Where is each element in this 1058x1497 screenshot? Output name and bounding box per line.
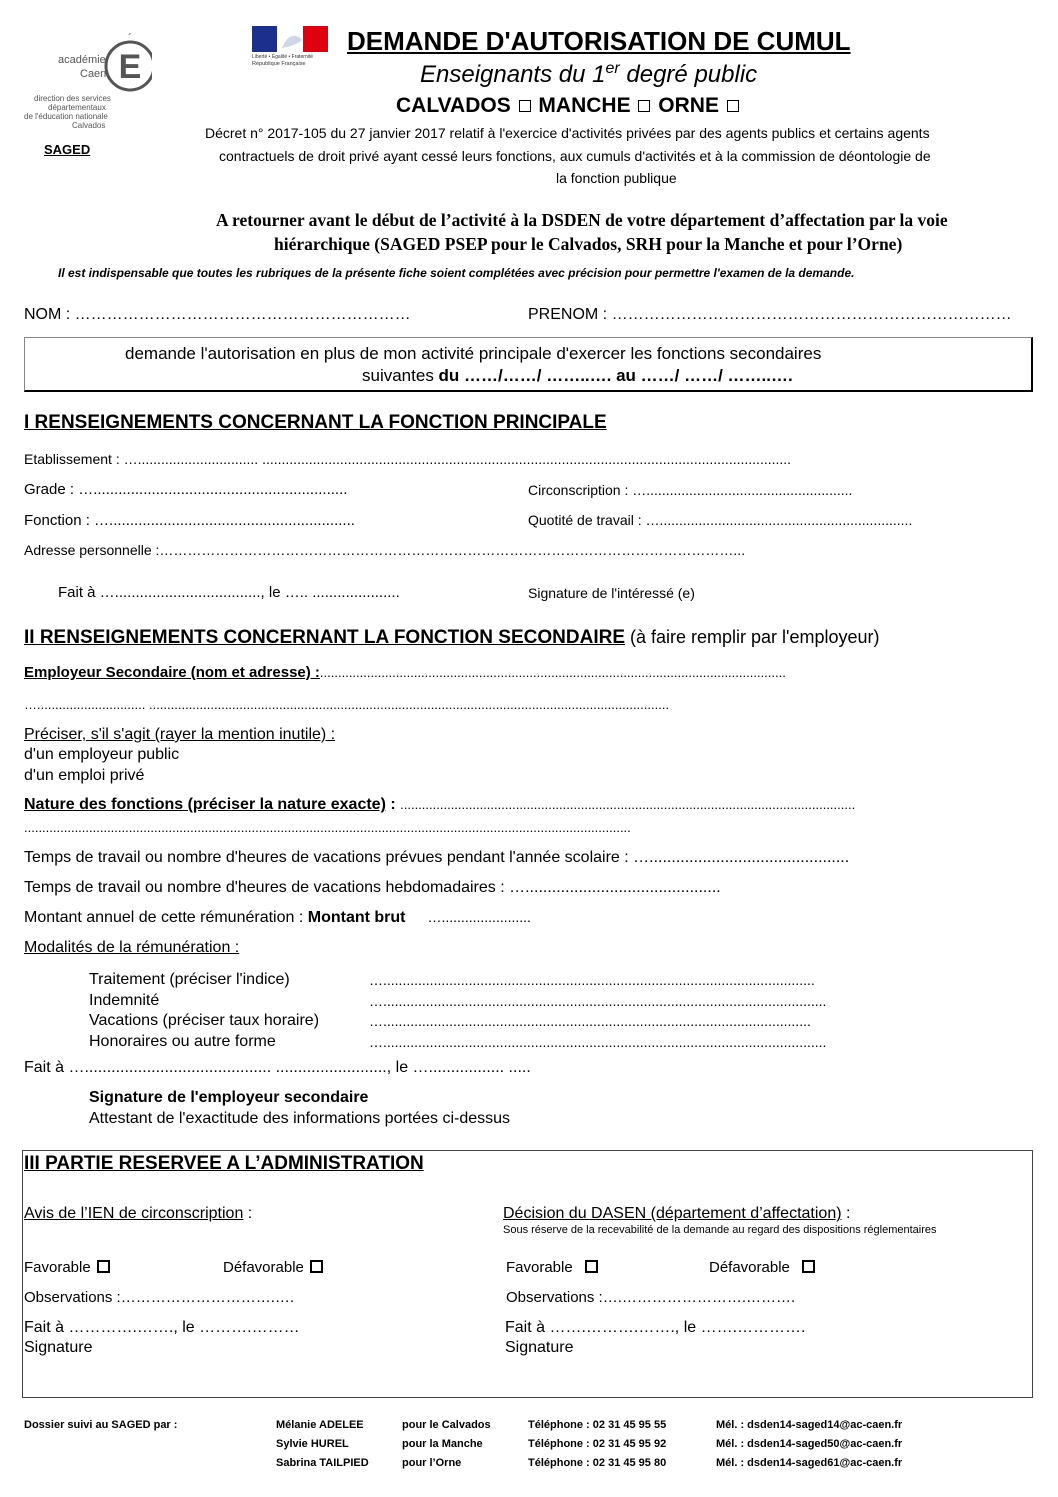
ien-label: Avis de l’IEN de circonscription — [24, 1205, 244, 1222]
employeur-signature-sub: Attestant de l'exactitude des informations portées ci-dessus — [89, 1110, 511, 1127]
dasen-colon: : — [841, 1205, 851, 1222]
request-dates: du ……/……/ ……..…. au ……/ ……/ ……..…. — [438, 366, 793, 385]
grade-field[interactable]: Grade : …............................................................. — [24, 481, 348, 498]
subtitle-text-end: degré public — [619, 61, 758, 88]
dept-calvados: CALVADOS — [396, 94, 511, 117]
dasen-favorable[interactable] — [506, 1259, 598, 1276]
subtitle-sup: er — [605, 60, 620, 77]
dasen-observations[interactable]: Observations :….…………………….………. — [506, 1289, 796, 1306]
section2-title-wrap — [24, 627, 880, 649]
montant-dots: …....................... — [427, 909, 531, 925]
ien-colon: : — [243, 1205, 253, 1222]
prenom-dots: ………………………………………………………………… — [611, 306, 1012, 323]
prenom-label: PRENOM : — [528, 306, 612, 323]
modalite-traitement-dots[interactable]: …............................................................................................................... — [369, 972, 815, 988]
page-title: DEMANDE D'AUTORISATION DE CUMUL — [347, 26, 851, 56]
ien-observations[interactable]: Observations :………………………….…. — [24, 1289, 295, 1306]
fonction-field[interactable]: Fonction : …........................................................... — [24, 512, 355, 529]
ien-favorable[interactable] — [24, 1259, 110, 1276]
page-subtitle — [420, 60, 757, 89]
ien-defavorable-label: Défavorable — [223, 1259, 304, 1276]
academie-logo — [22, 28, 162, 138]
etablissement-field[interactable]: Etablissement : …............................... ........................................................................................................................................ — [24, 451, 792, 467]
section1-fait-a[interactable]: Fait à …..................................., le ….. ..................... — [58, 584, 400, 601]
section1-title: I RENSEIGNEMENTS CONCERNANT LA FONCTION PRINCIPALE — [24, 412, 607, 433]
marianne-logo — [252, 26, 330, 70]
modalite-honoraires-dots[interactable]: ….................................................................................................................. — [369, 1034, 827, 1050]
section2-title-note: (à faire remplir par l'employeur) — [625, 627, 880, 647]
ien-defavorable[interactable] — [223, 1259, 323, 1276]
modalite-indemnite-label: Indemnité — [89, 992, 160, 1009]
circonscription-field[interactable]: Circonscription : …..................................................... — [528, 482, 853, 498]
footer-contact-mail[interactable]: Mél. : dsden14-saged14@ac-caen.fr — [716, 1419, 903, 1431]
request-line-2[interactable] — [362, 366, 793, 386]
modalite-vacations-label: Vacations (préciser taux horaire) — [89, 1012, 320, 1029]
dept-calvados-checkbox[interactable] — [519, 100, 531, 112]
dasen-fait-a[interactable]: Fait à …….……….……., le …….…………. — [505, 1319, 806, 1336]
footer-label: Dossier suivi au SAGED par : — [24, 1419, 178, 1431]
marianne-republique: République Française — [252, 61, 306, 67]
footer-contact-tel: Téléphone : 02 31 45 95 55 — [528, 1419, 667, 1431]
preciser-label: Préciser, s'il s'agit (rayer la mention inutile) : — [24, 726, 336, 743]
option-employeur-public[interactable]: d'un employeur public — [24, 746, 180, 763]
svg-text:´: ´ — [128, 31, 132, 45]
nom-dots: ……………………………………………………… — [74, 306, 411, 323]
dasen-label: Décision du DASEN (département d’affectation) — [503, 1205, 842, 1222]
modalite-honoraires-label: Honoraires ou autre forme — [89, 1033, 276, 1050]
nature-label: Nature des fonctions (préciser la nature exacte) — [24, 796, 386, 813]
svg-text:E: E — [118, 48, 142, 86]
dasen-defavorable-checkbox[interactable] — [802, 1260, 815, 1273]
temps-hebdo-field[interactable]: Temps de travail ou nombre d'heures de vacations hebdomadaires : …............................................ — [24, 879, 721, 896]
ien-favorable-checkbox[interactable] — [97, 1260, 110, 1273]
dsden-line-4: Calvados — [72, 121, 106, 130]
footer-contact-tel: Téléphone : 02 31 45 95 80 — [528, 1457, 667, 1469]
dasen-defavorable-label: Défavorable — [709, 1259, 790, 1276]
section2-title: II RENSEIGNEMENTS CONCERNANT LA FONCTION SECONDAIRE — [24, 627, 625, 648]
academie-name: académie — [58, 54, 106, 66]
employeur-field[interactable] — [24, 664, 786, 681]
nature-colon: : — [385, 796, 401, 813]
dasen-defavorable[interactable] — [709, 1259, 815, 1276]
saged-label: SAGED — [44, 142, 91, 157]
dsden-line-3: de l'éducation nationale — [24, 112, 108, 121]
employeur-signature-title: Signature de l'employeur secondaire — [89, 1089, 369, 1106]
adresse-field[interactable]: Adresse personnelle :……………………………………………………………………………………………………………... — [24, 542, 746, 558]
dept-manche-checkbox[interactable] — [638, 100, 650, 112]
section2-fait-a[interactable]: Fait à ….......................................... ........................., le …................. ..... — [24, 1059, 531, 1076]
return-instruction-2: hiérarchique (SAGED PSEP pour le Calvados, SRH pour la Manche et pour l’Orne) — [274, 234, 903, 254]
dept-orne-checkbox[interactable] — [727, 100, 739, 112]
warning-text: Il est indispensable que toutes les rubriques de la présente fiche soient complétées avec précision pour permettre l'examen de la demande. — [58, 266, 855, 280]
footer-contact-name: Sabrina TAILPIED — [276, 1457, 369, 1469]
prenom-field[interactable] — [528, 306, 1012, 324]
return-instruction-1: A retourner avant le début de l’activité à la DSDEN de votre département d’affectation par la voie — [216, 210, 948, 230]
department-choices — [396, 94, 741, 118]
option-emploi-prive[interactable]: d'un emploi privé — [24, 767, 145, 784]
nature-dots: .............................................................................................................................. — [400, 797, 856, 812]
footer-contact-dept: pour la Manche — [402, 1438, 483, 1450]
dasen-signature: Signature — [505, 1339, 574, 1356]
montant-field[interactable] — [24, 909, 531, 927]
footer-contact-name: Sylvie HUREL — [276, 1438, 349, 1450]
employeur-label: Employeur Secondaire (nom et adresse) : — [24, 664, 320, 681]
request-line-1: demande l'autorisation en plus de mon activité principale d'exercer les fonctions secondaires — [125, 344, 822, 363]
decree-line-1: Décret n° 2017-105 du 27 janvier 2017 relatif à l'exercice d'activités privées par des agents publics et certains agents — [205, 125, 930, 141]
ien-signature: Signature — [24, 1339, 93, 1356]
section1-signature: Signature de l'intéressé (e) — [528, 585, 695, 601]
dept-manche: MANCHE — [538, 94, 631, 117]
dasen-favorable-checkbox[interactable] — [585, 1260, 598, 1273]
nom-label: NOM : — [24, 306, 75, 323]
montant-brut: Montant brut — [307, 909, 406, 926]
nom-field[interactable] — [24, 306, 411, 324]
footer-contact-dept: pour le Calvados — [402, 1419, 491, 1431]
montant-label: Montant annuel de cette rémunération : — [24, 909, 308, 926]
temps-annee-field[interactable]: Temps de travail ou nombre d'heures de vacations prévues pendant l'année scolaire : …............................................. — [24, 849, 850, 866]
subtitle-text: Enseignants du 1 — [420, 61, 606, 88]
ien-fait-a[interactable]: Fait à ………….……., le ……….……… — [24, 1319, 300, 1336]
employeur-dots: ................................................................................................................................. — [319, 665, 786, 680]
french-flag-icon — [252, 26, 328, 52]
academie-city: Caen — [80, 68, 107, 80]
marianne-motto: Liberté • Égalité • Fraternité — [252, 54, 314, 60]
nature-field[interactable] — [24, 796, 855, 814]
dasen-note: Sous réserve de la recevabilité de la demande au regard des dispositions réglementaires — [503, 1224, 937, 1236]
dsden-line-2: départementaux — [48, 103, 106, 112]
modalite-vacations-dots[interactable]: ….............................................................................................................. — [369, 1013, 811, 1029]
section3-title: III PARTIE RESERVEE A L’ADMINISTRATION — [24, 1153, 424, 1174]
nature-field-2[interactable]: ........................................................................................................................................................................ — [24, 820, 631, 835]
modalites-label: Modalités de la rémunération : — [24, 939, 240, 956]
footer-contact-dept: pour l’Orne — [402, 1457, 462, 1469]
dsden-line-1: direction des services — [34, 94, 111, 103]
request-line-2-text: suivantes — [362, 366, 439, 385]
footer-contact-name: Mélanie ADELEE — [276, 1419, 364, 1431]
modalite-traitement-label: Traitement (préciser l'indice) — [89, 971, 290, 988]
dasen-label-wrap — [503, 1205, 850, 1223]
quotite-field[interactable]: Quotité de travail : …................................................................. — [528, 512, 913, 528]
footer-contact-mail[interactable]: Mél. : dsden14-saged61@ac-caen.fr — [716, 1457, 903, 1469]
ien-defavorable-checkbox[interactable] — [310, 1260, 323, 1273]
ien-label-wrap — [24, 1205, 252, 1223]
ien-favorable-label: Favorable — [24, 1259, 91, 1276]
dept-orne: ORNE — [658, 94, 719, 117]
employeur-field-2[interactable]: ….............................. ................................................................................................................................................ — [24, 697, 670, 712]
modalite-indemnite-dots[interactable]: ….................................................................................................................. — [369, 993, 827, 1009]
dasen-favorable-label: Favorable — [506, 1259, 573, 1276]
footer-contact-mail[interactable]: Mél. : dsden14-saged50@ac-caen.fr — [716, 1438, 903, 1450]
decree-line-3: la fonction publique — [556, 170, 677, 186]
footer-contact-tel: Téléphone : 02 31 45 95 92 — [528, 1438, 667, 1450]
decree-line-2: contractuels de droit privé ayant cessé leurs fonctions, aux cumuls d'activités et à la commission de déontologie de — [219, 148, 931, 164]
